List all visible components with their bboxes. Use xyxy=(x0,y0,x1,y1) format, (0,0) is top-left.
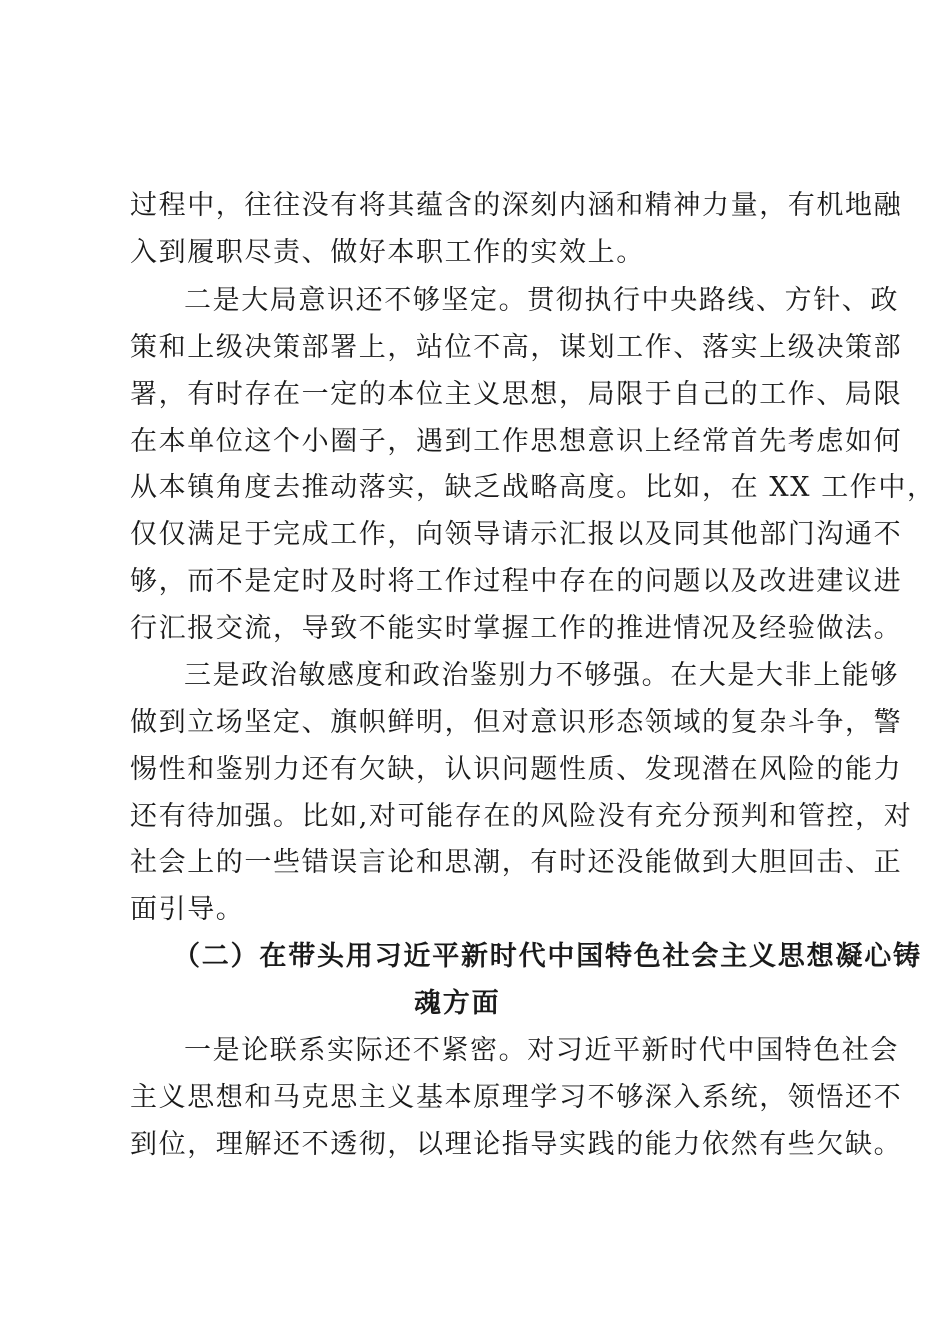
paragraph-line: 从本镇角度去推动落实，缺乏战略高度。比如，在 XX 工作中， xyxy=(130,472,936,503)
paragraph-line: 到位，理解还不透彻，以理论指导实践的能力依然有些欠缺。 xyxy=(130,1129,903,1160)
paragraph-line: 行汇报交流，导致不能实时掌握工作的推进情况及经验做法。 xyxy=(130,613,903,644)
paragraph-line: 够，而不是定时及时将工作过程中存在的问题以及改进建议进 xyxy=(130,566,903,597)
paragraph-line: 入到履职尽责、做好本职工作的实效上。 xyxy=(130,237,645,268)
paragraph-line: 过程中，往往没有将其蕴含的深刻内涵和精神力量，有机地融 xyxy=(130,190,903,221)
section-heading: 魂方面 xyxy=(414,988,501,1019)
paragraph-line: 署，有时存在一定的本位主义思想，局限于自己的工作、局限 xyxy=(130,379,903,410)
paragraph-line: 三是政治敏感度和政治鉴别力不够强。在大是大非上能够 xyxy=(184,660,899,691)
paragraph-line: 策和上级决策部署上，站位不高，谋划工作、落实上级决策部 xyxy=(130,332,903,363)
paragraph-line: 在本单位这个小圈子，遇到工作思想意识上经常首先考虑如何 xyxy=(130,426,903,457)
section-heading: （二）在带头用习近平新时代中国特色社会主义思想凝心铸 xyxy=(173,941,922,972)
paragraph-line: 惕性和鉴别力还有欠缺，认识问题性质、发现潜在风险的能力 xyxy=(130,754,903,785)
paragraph-line: 面引导。 xyxy=(130,894,245,925)
paragraph-line: 还有待加强。比如,对可能存在的风险没有充分预判和管控，对 xyxy=(130,801,913,832)
paragraph-line: 仅仅满足于完成工作，向领导请示汇报以及同其他部门沟通不 xyxy=(130,519,903,550)
paragraph-line: 做到立场坚定、旗帜鲜明，但对意识形态领域的复杂斗争，警 xyxy=(130,707,903,738)
paragraph-line: 社会上的一些错误言论和思潮，有时还没能做到大胆回击、正 xyxy=(130,847,903,878)
paragraph-line: 二是大局意识还不够坚定。贯彻执行中央路线、方针、政 xyxy=(184,285,899,316)
paragraph-line: 主义思想和马克思主义基本原理学习不够深入系统，领悟还不 xyxy=(130,1082,903,1113)
paragraph-line: 一是论联系实际还不紧密。对习近平新时代中国特色社会 xyxy=(184,1035,899,1066)
